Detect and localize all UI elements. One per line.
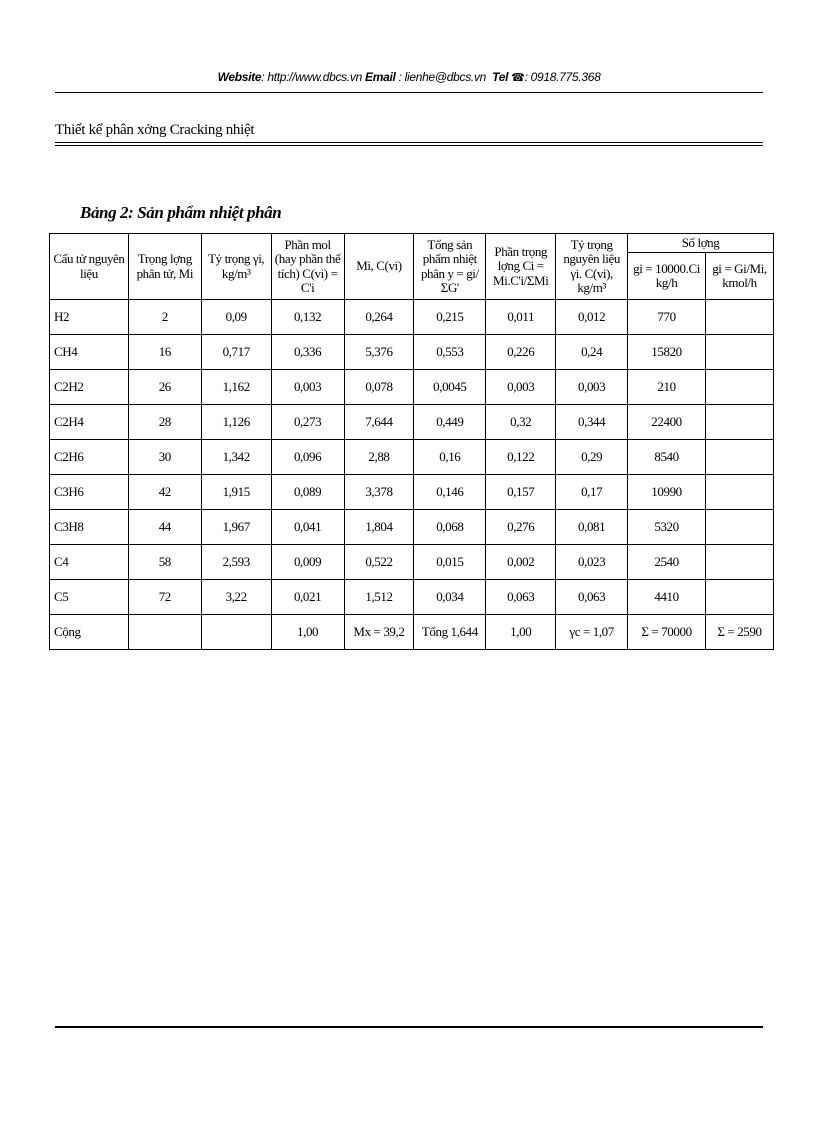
cell-kg-per-h: 22400 bbox=[628, 405, 706, 440]
cell-component: Cộng bbox=[50, 615, 129, 650]
cell-density: 1,126 bbox=[201, 405, 271, 440]
cell-kmol-per-h bbox=[706, 300, 774, 335]
cell-total-product: 0,553 bbox=[414, 335, 486, 370]
cell-density: 0,717 bbox=[201, 335, 271, 370]
cell-kmol-per-h: Σ = 2590 bbox=[706, 615, 774, 650]
cell-component: C3H6 bbox=[50, 475, 129, 510]
footer-divider bbox=[55, 1026, 763, 1028]
cell-mi-cvi: 7,644 bbox=[344, 405, 414, 440]
cell-total-product: 0,015 bbox=[414, 545, 486, 580]
cell-density: 0,09 bbox=[201, 300, 271, 335]
cell-density: 1,915 bbox=[201, 475, 271, 510]
cell-mole-fraction: 0,089 bbox=[271, 475, 344, 510]
cell-density: 1,162 bbox=[201, 370, 271, 405]
cell-molecular-weight: 44 bbox=[128, 510, 201, 545]
cell-mass-fraction: 0,063 bbox=[486, 580, 556, 615]
cell-mi-cvi: 0,078 bbox=[344, 370, 414, 405]
cell-component: C2H6 bbox=[50, 440, 129, 475]
cell-molecular-weight: 16 bbox=[128, 335, 201, 370]
col-header-kg-per-h: gi = 10000.Ci kg/h bbox=[628, 253, 706, 300]
table-caption: Bảng 2: Sản phẩm nhiệt phân bbox=[80, 203, 282, 222]
cell-feed-density: 0,29 bbox=[556, 440, 628, 475]
cell-kmol-per-h bbox=[706, 335, 774, 370]
col-header-component: Cấu tử nguyên liệu bbox=[50, 234, 129, 300]
cell-density: 1,967 bbox=[201, 510, 271, 545]
cell-mole-fraction: 0,336 bbox=[271, 335, 344, 370]
cell-molecular-weight: 58 bbox=[128, 545, 201, 580]
cell-total-product: 0,449 bbox=[414, 405, 486, 440]
cell-mole-fraction: 0,003 bbox=[271, 370, 344, 405]
table-row bbox=[50, 300, 774, 335]
cell-density bbox=[201, 615, 271, 650]
cell-kg-per-h: 10990 bbox=[628, 475, 706, 510]
cell-mass-fraction: 0,122 bbox=[486, 440, 556, 475]
cell-mass-fraction: 0,002 bbox=[486, 545, 556, 580]
page-header bbox=[55, 70, 763, 84]
website-url[interactable]: : http://www.dbcs.vn bbox=[261, 70, 362, 84]
cell-feed-density: 0,24 bbox=[556, 335, 628, 370]
cell-kg-per-h: 5320 bbox=[628, 510, 706, 545]
cell-feed-density: 0,081 bbox=[556, 510, 628, 545]
cell-density: 1,342 bbox=[201, 440, 271, 475]
col-header-feed-density: Tỷ trọng nguyên liệu γi. C(vi), kg/m³ bbox=[556, 234, 628, 300]
table-row bbox=[50, 580, 774, 615]
subtitle-divider-top bbox=[55, 142, 763, 143]
cell-total-product: Tổng 1,644 bbox=[414, 615, 486, 650]
table-row bbox=[50, 370, 774, 405]
cell-mass-fraction: 0,226 bbox=[486, 335, 556, 370]
cell-kg-per-h: 210 bbox=[628, 370, 706, 405]
col-header-density: Tỷ trọng γi, kg/m³ bbox=[201, 234, 271, 300]
col-header-total-product: Tổng sản phẩm nhiệt phân y = gi/ΣG' bbox=[414, 234, 486, 300]
section-subtitle: Thiết kế phân xởng Cracking nhiệt bbox=[55, 122, 255, 138]
cell-kmol-per-h bbox=[706, 545, 774, 580]
cell-molecular-weight bbox=[128, 615, 201, 650]
cell-mi-cvi: Mx = 39,2 bbox=[344, 615, 414, 650]
cell-component: CH4 bbox=[50, 335, 129, 370]
col-header-mole-fraction: Phần mol (hay phần thể tích) C(vi) = C'i bbox=[271, 234, 344, 300]
cell-feed-density: 0,003 bbox=[556, 370, 628, 405]
products-table bbox=[49, 233, 774, 650]
tel-value: : 0918.775.368 bbox=[524, 70, 601, 84]
cell-mass-fraction: 0,011 bbox=[486, 300, 556, 335]
cell-mass-fraction: 0,276 bbox=[486, 510, 556, 545]
cell-component: C4 bbox=[50, 545, 129, 580]
cell-total-product: 0,034 bbox=[414, 580, 486, 615]
cell-total-product: 0,16 bbox=[414, 440, 486, 475]
cell-kmol-per-h bbox=[706, 405, 774, 440]
cell-mass-fraction: 1,00 bbox=[486, 615, 556, 650]
cell-mi-cvi: 5,376 bbox=[344, 335, 414, 370]
col-header-kmol-per-h: gi = Gi/Mi, kmol/h bbox=[706, 253, 774, 300]
cell-kg-per-h: Σ = 70000 bbox=[628, 615, 706, 650]
email-value[interactable]: : lienhe@dbcs.vn bbox=[395, 70, 487, 84]
col-header-mi-cvi: Mi, C(vi) bbox=[344, 234, 414, 300]
cell-feed-density: 0,023 bbox=[556, 545, 628, 580]
website-label: Website bbox=[217, 70, 262, 84]
cell-mole-fraction: 0,021 bbox=[271, 580, 344, 615]
cell-component: H2 bbox=[50, 300, 129, 335]
cell-kg-per-h: 770 bbox=[628, 300, 706, 335]
cell-total-product: 0,215 bbox=[414, 300, 486, 335]
cell-molecular-weight: 26 bbox=[128, 370, 201, 405]
cell-molecular-weight: 30 bbox=[128, 440, 201, 475]
cell-mass-fraction: 0,157 bbox=[486, 475, 556, 510]
table-row-total bbox=[50, 615, 774, 650]
table-row bbox=[50, 510, 774, 545]
cell-kg-per-h: 4410 bbox=[628, 580, 706, 615]
table-row bbox=[50, 405, 774, 440]
table-row bbox=[50, 335, 774, 370]
cell-mi-cvi: 1,512 bbox=[344, 580, 414, 615]
cell-feed-density: γc = 1,07 bbox=[556, 615, 628, 650]
cell-mass-fraction: 0,32 bbox=[486, 405, 556, 440]
cell-mi-cvi: 1,804 bbox=[344, 510, 414, 545]
cell-molecular-weight: 28 bbox=[128, 405, 201, 440]
cell-total-product: 0,0045 bbox=[414, 370, 486, 405]
cell-kmol-per-h bbox=[706, 580, 774, 615]
cell-component: C2H4 bbox=[50, 405, 129, 440]
col-header-mass-fraction: Phần trọng lợng Ci = Mi.C'i/ΣMi bbox=[486, 234, 556, 300]
cell-mole-fraction: 0,009 bbox=[271, 545, 344, 580]
table-row bbox=[50, 475, 774, 510]
cell-feed-density: 0,17 bbox=[556, 475, 628, 510]
cell-feed-density: 0,063 bbox=[556, 580, 628, 615]
cell-density: 2,593 bbox=[201, 545, 271, 580]
cell-mole-fraction: 0,096 bbox=[271, 440, 344, 475]
cell-molecular-weight: 2 bbox=[128, 300, 201, 335]
table-row bbox=[50, 440, 774, 475]
phone-icon: ☎ bbox=[511, 72, 525, 84]
cell-kg-per-h: 15820 bbox=[628, 335, 706, 370]
cell-kmol-per-h bbox=[706, 440, 774, 475]
cell-mi-cvi: 0,522 bbox=[344, 545, 414, 580]
cell-component: C3H8 bbox=[50, 510, 129, 545]
cell-total-product: 0,068 bbox=[414, 510, 486, 545]
col-header-molecular-weight: Trọng lợng phân tử, Mi bbox=[128, 234, 201, 300]
cell-mi-cvi: 3,378 bbox=[344, 475, 414, 510]
cell-kmol-per-h bbox=[706, 370, 774, 405]
subtitle-divider-bottom bbox=[55, 145, 763, 146]
cell-mole-fraction: 0,273 bbox=[271, 405, 344, 440]
cell-mole-fraction: 0,132 bbox=[271, 300, 344, 335]
cell-kg-per-h: 8540 bbox=[628, 440, 706, 475]
cell-mass-fraction: 0,003 bbox=[486, 370, 556, 405]
cell-feed-density: 0,344 bbox=[556, 405, 628, 440]
cell-molecular-weight: 42 bbox=[128, 475, 201, 510]
cell-kmol-per-h bbox=[706, 510, 774, 545]
email-label: Email bbox=[365, 70, 396, 84]
cell-total-product: 0,146 bbox=[414, 475, 486, 510]
cell-molecular-weight: 72 bbox=[128, 580, 201, 615]
cell-mi-cvi: 2,88 bbox=[344, 440, 414, 475]
table-row bbox=[50, 545, 774, 580]
cell-mi-cvi: 0,264 bbox=[344, 300, 414, 335]
header-divider bbox=[55, 92, 763, 93]
cell-density: 3,22 bbox=[201, 580, 271, 615]
cell-component: C2H2 bbox=[50, 370, 129, 405]
col-header-quantity-group: Số lợng bbox=[628, 234, 774, 253]
cell-mole-fraction: 1,00 bbox=[271, 615, 344, 650]
cell-mole-fraction: 0,041 bbox=[271, 510, 344, 545]
cell-feed-density: 0,012 bbox=[556, 300, 628, 335]
cell-kg-per-h: 2540 bbox=[628, 545, 706, 580]
cell-component: C5 bbox=[50, 580, 129, 615]
cell-kmol-per-h bbox=[706, 475, 774, 510]
tel-label: Tel bbox=[492, 70, 509, 84]
